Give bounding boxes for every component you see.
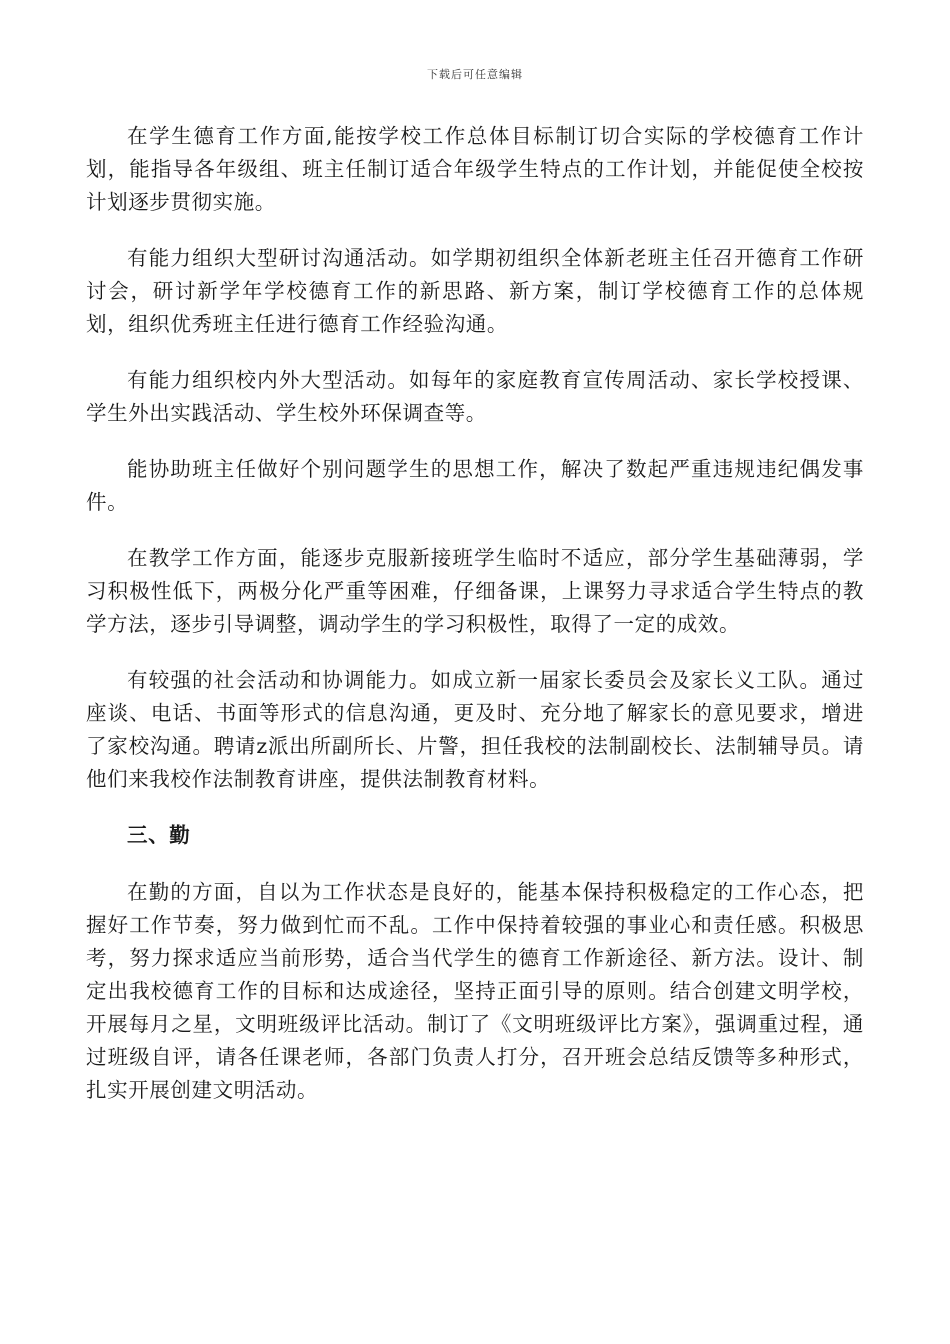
paragraph-diligence: 在勤的方面，自以为工作状态是良好的，能基本保持积极稳定的工作心态，把握好工作节奏，努力做到忙而不乱。工作中保持着较强的事业心和责任感。积极思考，努力探求适应当前形势，适合当代学生的德育工作新途径、新方法。设计、制定出我校德育工作的目标和达成途径，坚持正面引导的原则。结合创建文明学校，开展每月之星，文明班级评比活动。制订了《文明班级评比方案》，强调重过程，通过班级自评，请各任课老师，各部门负责人打分，召开班会总结反馈等多种形式，扎实开展创建文明活动。 <box>86 880 864 1102</box>
paragraph-teaching-work: 在教学工作方面，能逐步克服新接班学生临时不适应，部分学生基础薄弱，学习积极性低下，两极分化严重等困难，仔细备课，上课努力寻求适合学生特点的教学方法，逐步引导调整，调动学生的学习积极性，取得了一定的成效。 <box>86 546 864 636</box>
section-heading: 三、勤 <box>127 823 191 847</box>
header-note: 下载后可任意编辑 <box>427 68 523 81</box>
paragraph-student-guidance: 能协助班主任做好个别问题学生的思想工作，解决了数起严重违规违纪偶发事件。 <box>86 457 864 514</box>
paragraph-social-coordination: 有较强的社会活动和协调能力。如成立新一届家长委员会及家长义工队。通过座谈、电话、书面等形式的信息沟通，更及时、充分地了解家长的意见要求，增进了家校沟通。聘请z派出所副所长、片警，担任我校的法制副校长、法制辅导员。请他们来我校作法制教育讲座，提供法制教育材料。 <box>86 668 864 791</box>
paragraph-seminar-activities: 有能力组织大型研讨沟通活动。如学期初组织全体新老班主任召开德育工作研讨会，研讨新学年学校德育工作的新思路、新方案，制订学校德育工作的总体规划，组织优秀班主任进行德育工作经验沟通。 <box>86 246 864 336</box>
paragraph-moral-education-plan: 在学生德育工作方面,能按学校工作总体目标制订切合实际的学校德育工作计划，能指导各年级组、班主任制订适合年级学生特点的工作计划，并能促使全校按计划逐步贯彻实施。 <box>86 124 864 214</box>
document-body <box>86 120 864 1130</box>
paragraph-large-activities: 有能力组织校内外大型活动。如每年的家庭教育宣传周活动、家长学校授课、学生外出实践活动、学生校外环保调查等。 <box>86 368 864 425</box>
